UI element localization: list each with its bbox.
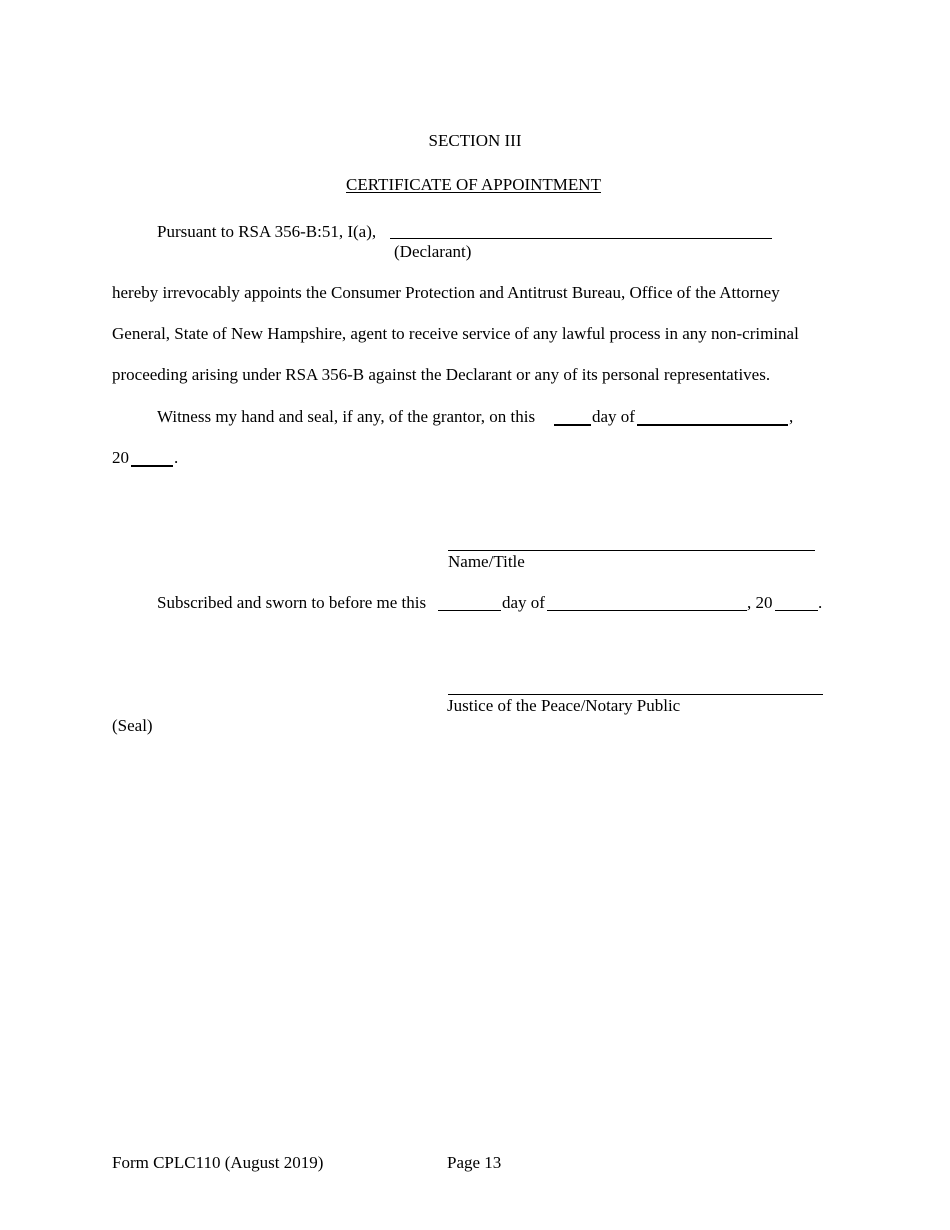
notary-label: Justice of the Peace/Notary Public	[447, 696, 681, 715]
certificate-title: CERTIFICATE OF APPOINTMENT	[346, 175, 601, 194]
declarant-blank[interactable]	[390, 238, 772, 239]
seal-label: (Seal)	[112, 716, 153, 735]
notary-signature-line[interactable]	[448, 694, 823, 695]
witness-text: Witness my hand and seal, if any, of the grantor, on this	[157, 407, 536, 426]
witness-comma: ,	[789, 407, 794, 426]
body-line-1: hereby irrevocably appoints the Consumer Protection and Antitrust Bureau, Office of the Attorney	[112, 283, 780, 302]
witness-day-blank[interactable]	[554, 424, 591, 426]
witness-month-blank[interactable]	[637, 424, 788, 426]
subscribed-year-prefix: , 20	[747, 593, 773, 612]
footer-page-number: Page 13	[447, 1153, 502, 1172]
subscribed-month-blank[interactable]	[547, 610, 747, 611]
body-line-2: General, State of New Hampshire, agent to receive service of any lawful process in any non-criminal	[112, 324, 799, 343]
name-title-signature-line[interactable]	[448, 550, 815, 551]
subscribed-day-blank[interactable]	[438, 610, 501, 611]
footer-form-id: Form CPLC110 (August 2019)	[112, 1153, 324, 1172]
subscribed-period: .	[818, 593, 823, 612]
witness-year-blank[interactable]	[131, 465, 173, 467]
witness-day-of: day of	[592, 407, 635, 426]
name-title-label: Name/Title	[448, 552, 525, 571]
body-line-3: proceeding arising under RSA 356-B against the Declarant or any of its personal representatives.	[112, 365, 771, 384]
witness-period: .	[174, 448, 179, 467]
declarant-label: (Declarant)	[394, 242, 472, 261]
witness-year-prefix: 20	[112, 448, 129, 467]
subscribed-year-blank[interactable]	[775, 610, 818, 611]
subscribed-day-of: day of	[502, 593, 545, 612]
subscribed-text: Subscribed and sworn to before me this	[157, 593, 427, 612]
pursuant-text: Pursuant to RSA 356-B:51, I(a),	[157, 222, 377, 241]
section-heading: SECTION III	[428, 131, 522, 150]
